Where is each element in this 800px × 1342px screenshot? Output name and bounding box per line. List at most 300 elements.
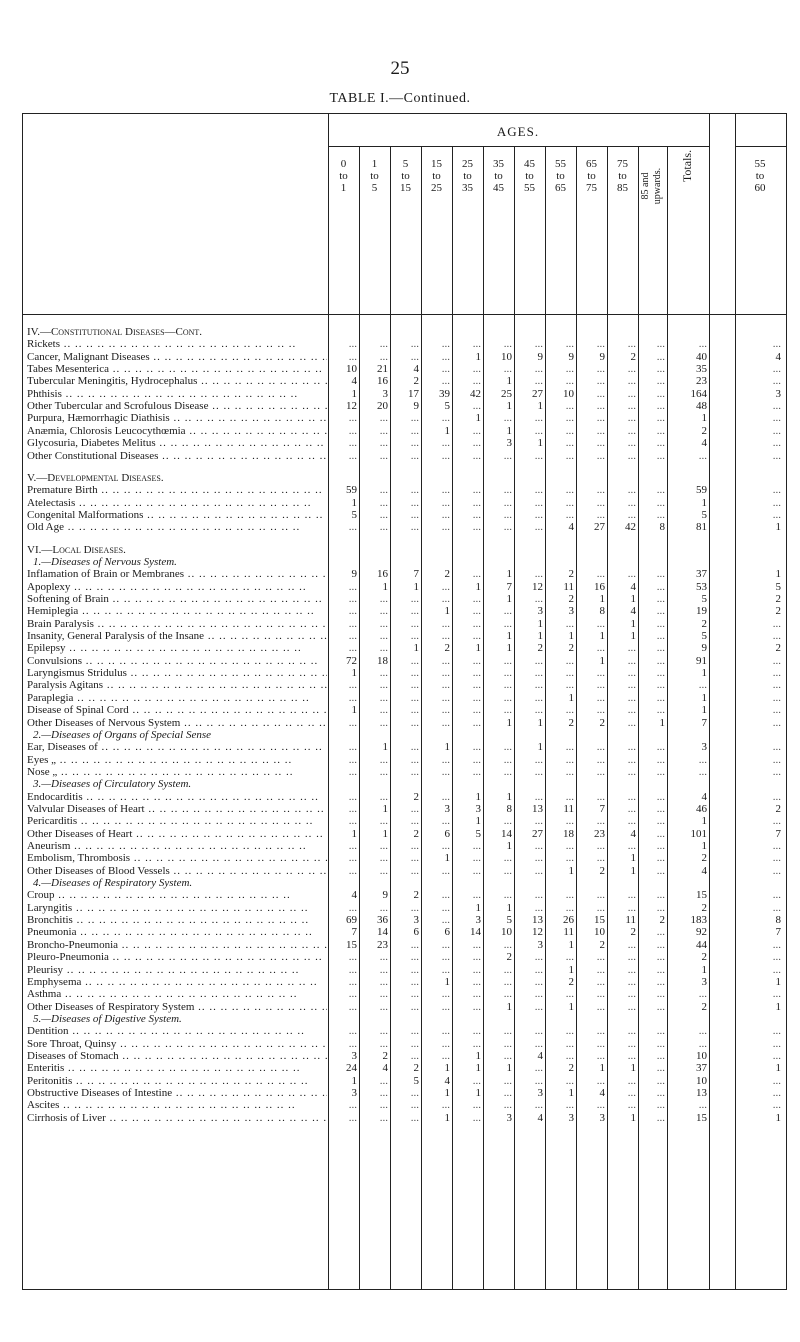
table-cell: ... [596, 889, 605, 902]
table-cell: ... [627, 1074, 636, 1087]
table-cell: 1 [537, 630, 543, 643]
table-cell: ... [410, 630, 419, 643]
table-cell: ... [472, 716, 481, 729]
table-cell: ... [772, 1049, 781, 1062]
table-cell: ... [534, 654, 543, 667]
table-cell: ... [565, 363, 574, 376]
table-cell: ... [410, 938, 419, 951]
table-cell: ... [627, 840, 636, 852]
table-cell: 1 [568, 1000, 574, 1013]
row-label: Endocarditis .. .. [27, 791, 327, 803]
row-label: Inflamation of Brain or Membranes .. .. [27, 568, 327, 580]
table-cell: ... [379, 484, 388, 497]
row-label: Eyes „ .. .. [27, 754, 327, 766]
ages-header: AGES. [496, 124, 540, 139]
table-cell: 2 [701, 1000, 707, 1013]
table-cell: ... [596, 951, 605, 964]
column-rule [421, 146, 422, 1289]
table-cell: ... [596, 363, 605, 376]
table-cell: ... [410, 1087, 419, 1099]
table-cell: 9 [701, 642, 707, 655]
table-cell: 2 [568, 568, 574, 581]
table-row [23, 679, 786, 691]
table-cell: 4 [444, 1074, 450, 1087]
row-label: Sore Throat, Quinsy .. .. [27, 1038, 327, 1050]
table-cell: ... [627, 988, 636, 1001]
table-cell: ... [596, 741, 605, 754]
table-cell: ... [656, 424, 665, 437]
table-cell: 1 [775, 521, 781, 534]
table-cell: 5 [351, 508, 357, 521]
table-cell: 7 [775, 926, 781, 939]
table-cell: ... [772, 852, 781, 865]
column-rule [709, 114, 710, 1289]
table-cell: ... [656, 642, 665, 655]
table-cell: 15 [696, 1111, 707, 1124]
table-cell: 8 [599, 605, 605, 618]
table-cell: 1 [568, 864, 574, 877]
table-cell: ... [565, 449, 574, 462]
table-cell: ... [656, 815, 665, 828]
subsection-heading-row [23, 729, 786, 741]
table-cell: 4 [701, 864, 707, 877]
table-cell: 5 [701, 593, 707, 605]
table-cell: ... [472, 375, 481, 388]
table-cell: ... [472, 1099, 481, 1112]
table-cell: ... [534, 1025, 543, 1038]
table-cell: ... [596, 975, 605, 988]
table-cell: ... [596, 815, 605, 828]
table-cell: 39 [439, 387, 450, 400]
row-label: Enteritis .. .. [27, 1062, 327, 1074]
table-cell: 92 [696, 926, 707, 939]
table-cell: 23 [594, 827, 605, 840]
table-cell: 1 [475, 1062, 481, 1075]
table-cell: ... [627, 1049, 636, 1062]
table-row [23, 400, 786, 412]
table-cell: ... [410, 988, 419, 1001]
table-row [23, 667, 786, 679]
row-label: Laryngismus Stridulus .. .. [27, 667, 327, 679]
table-cell: 1 [775, 1000, 781, 1013]
row-label: 1.—Diseases of Nervous System. [33, 555, 177, 568]
table-cell: 2 [413, 1062, 419, 1075]
table-cell: 2 [599, 938, 605, 951]
row-label: Ascites .. .. [27, 1099, 327, 1111]
table-cell: 1 [775, 1111, 781, 1124]
row-label: IV.—Constitutional Diseases—Cont. [27, 326, 203, 338]
table-cell: 1 [351, 827, 357, 840]
table-cell: 4 [701, 437, 707, 450]
table-cell: 59 [346, 484, 357, 497]
table-cell: ... [627, 400, 636, 413]
table-cell: 6 [444, 827, 450, 840]
row-label: Emphysema .. .. [27, 976, 327, 988]
table-cell: ... [472, 852, 481, 865]
row-label: Disease of Spinal Cord .. .. [27, 704, 327, 716]
table-cell: 2 [444, 642, 450, 655]
age-group-header: 15 to 25 [431, 158, 442, 194]
age-group-header: 65 to 75 [586, 158, 597, 194]
table-cell: ... [534, 963, 543, 976]
row-label: Anæmia, Chlorosis Leucocythœmia .. .. [27, 425, 327, 437]
table-cell: ... [503, 704, 512, 717]
table-cell: ... [596, 704, 605, 717]
row-label: Convulsions .. .. [27, 655, 327, 667]
table-cell: ... [627, 412, 636, 425]
table-cell: ... [503, 975, 512, 988]
table-row [23, 1087, 786, 1099]
row-label: Pleurisy .. .. [27, 964, 327, 976]
table-cell: ... [772, 938, 781, 951]
table-cell: ... [534, 691, 543, 704]
table-cell: ... [348, 852, 357, 865]
table-cell: 11 [563, 580, 574, 593]
table-row [23, 509, 786, 521]
table-cell: ... [656, 852, 665, 865]
table-cell: ... [534, 815, 543, 828]
table-cell: ... [472, 593, 481, 605]
table-cell: ... [656, 363, 665, 376]
table-cell: ... [772, 741, 781, 754]
table-cell: ... [410, 963, 419, 976]
table-cell: ... [348, 424, 357, 437]
table-cell: ... [596, 1037, 605, 1050]
table-cell: 27 [532, 387, 543, 400]
table-cell: ... [348, 630, 357, 643]
table-cell: ... [379, 593, 388, 605]
table-cell: ... [772, 484, 781, 497]
table-cell: 69 [346, 914, 357, 927]
table-cell: 3 [475, 914, 481, 927]
table-cell: ... [441, 449, 450, 462]
table-cell: 1 [444, 424, 450, 437]
table-cell: ... [441, 1049, 450, 1062]
table-cell: 1 [506, 1000, 512, 1013]
table-cell: ... [441, 914, 450, 927]
table-cell: ... [627, 963, 636, 976]
row-label: Ear, Diseases of .. .. [27, 741, 327, 753]
table-cell: ... [441, 630, 450, 643]
table-cell: 6 [444, 926, 450, 939]
row-label: Obstructive Diseases of Intestine .. .. [27, 1087, 327, 1099]
row-label: Rickets .. .. [27, 338, 327, 350]
table-cell: ... [348, 815, 357, 828]
table-cell: 1 [630, 852, 636, 865]
column-rule [483, 146, 484, 1289]
table-cell: 2 [382, 1049, 388, 1062]
table-row [23, 852, 786, 864]
table-cell: ... [772, 988, 781, 1001]
row-label: Other Diseases of Blood Vessels .. .. [27, 865, 327, 877]
table-cell: ... [410, 852, 419, 865]
table-cell: 1 [775, 568, 781, 581]
table-cell: 1 [701, 667, 707, 680]
table-cell: ... [772, 1025, 781, 1038]
table-cell: ... [596, 338, 605, 351]
table-cell: 2 [701, 901, 707, 914]
table-cell: ... [565, 901, 574, 914]
table-cell: ... [348, 840, 357, 852]
table-cell: 1 [568, 630, 574, 643]
table-cell: ... [656, 901, 665, 914]
table-cell: 6 [413, 926, 419, 939]
table-cell: 1 [599, 593, 605, 605]
table-cell: ... [441, 1037, 450, 1050]
table-cell: ... [698, 765, 707, 778]
table-cell: ... [534, 449, 543, 462]
table-cell: 1 [537, 400, 543, 413]
table-cell: ... [441, 375, 450, 388]
table-cell: ... [379, 1074, 388, 1087]
table-cell: 1 [701, 840, 707, 852]
table-cell: ... [596, 753, 605, 766]
table-cell: 1 [537, 437, 543, 450]
table-cell: 9 [599, 350, 605, 363]
table-row [23, 450, 786, 462]
table-cell: ... [772, 667, 781, 680]
table-row [23, 914, 786, 926]
column-rule [735, 114, 736, 1289]
table-cell: ... [410, 521, 419, 534]
row-label: Pneumonia .. .. [27, 926, 327, 938]
table-cell: ... [503, 765, 512, 778]
column-rule [452, 146, 453, 1289]
table-cell: ... [441, 691, 450, 704]
table-cell: ... [472, 691, 481, 704]
row-label: Other Diseases of Nervous System .. .. [27, 717, 327, 729]
table-cell: ... [441, 412, 450, 425]
table-cell: ... [348, 350, 357, 363]
table-cell: ... [410, 605, 419, 618]
table-cell: 1 [382, 580, 388, 593]
page-number: 25 [390, 58, 410, 79]
table-cell: ... [656, 691, 665, 704]
table-cell: 1 [475, 1049, 481, 1062]
table-cell: ... [472, 864, 481, 877]
table-cell: 1 [506, 375, 512, 388]
table-cell: 1 [475, 1087, 481, 1099]
table-cell: 1 [351, 667, 357, 680]
column-rule [359, 146, 360, 1289]
table-cell: ... [772, 704, 781, 717]
table-cell: 21 [377, 363, 388, 376]
table-cell: 26 [563, 914, 574, 927]
table-cell: ... [348, 1111, 357, 1124]
table-cell: ... [596, 424, 605, 437]
table-cell: 11 [563, 802, 574, 815]
table-cell: ... [596, 679, 605, 692]
table-cell: 2 [701, 951, 707, 964]
column-rule [514, 146, 515, 1289]
table-cell: ... [410, 901, 419, 914]
table-row [23, 593, 786, 605]
table-cell: 3 [382, 387, 388, 400]
table-cell: 2 [701, 424, 707, 437]
table-row [23, 692, 786, 704]
table-cell: 23 [377, 938, 388, 951]
table-cell: ... [627, 951, 636, 964]
table-cell: ... [379, 617, 388, 630]
table-cell: ... [410, 508, 419, 521]
table-cell: ... [627, 449, 636, 462]
row-label: Peritonitis .. .. [27, 1075, 327, 1087]
table-cell: ... [503, 617, 512, 630]
table-cell: ... [379, 605, 388, 618]
section-heading-row [23, 472, 786, 484]
table-row [23, 704, 786, 716]
table-cell: ... [534, 889, 543, 902]
table-cell: ... [410, 716, 419, 729]
table-cell: ... [379, 852, 388, 865]
row-label: Brain Paralysis .. .. [27, 618, 327, 630]
table-cell: 2 [659, 914, 665, 927]
table-cell: ... [772, 508, 781, 521]
table-cell: ... [503, 963, 512, 976]
table-cell: ... [441, 679, 450, 692]
table-cell: 1 [444, 741, 450, 754]
table-cell: 5 [413, 1074, 419, 1087]
table-cell: ... [534, 338, 543, 351]
row-label: Cancer, Malignant Diseases .. .. [27, 351, 327, 363]
table-cell: ... [503, 496, 512, 509]
table-cell: ... [348, 716, 357, 729]
table-cell: ... [503, 605, 512, 618]
table-cell: 16 [377, 568, 388, 581]
table-cell: ... [348, 412, 357, 425]
table-row [23, 828, 786, 840]
table-cell: 1 [475, 790, 481, 803]
table-cell: 2 [775, 642, 781, 655]
table-cell: ... [534, 484, 543, 497]
table-cell: ... [472, 400, 481, 413]
table-cell: 2 [568, 593, 574, 605]
row-label: Softening of Brain .. .. [27, 593, 327, 605]
table-cell: ... [503, 1049, 512, 1062]
table-cell: 12 [532, 580, 543, 593]
table-cell: ... [772, 1099, 781, 1112]
table-cell: ... [698, 679, 707, 692]
table-cell: ... [534, 852, 543, 865]
table-cell: 1 [444, 1087, 450, 1099]
table-cell: ... [503, 864, 512, 877]
table-cell: ... [534, 363, 543, 376]
table-cell: ... [441, 484, 450, 497]
table-cell: 2 [568, 642, 574, 655]
row-label: Insanity, General Paralysis of the Insane .. .. [27, 630, 327, 642]
table-cell: 1 [382, 827, 388, 840]
table-cell: ... [379, 1000, 388, 1013]
table-cell: 1 [630, 1111, 636, 1124]
table-cell: ... [627, 375, 636, 388]
table-cell: ... [565, 1037, 574, 1050]
table-cell: 7 [599, 802, 605, 815]
table-cell: 37 [696, 1062, 707, 1075]
table-cell: ... [627, 508, 636, 521]
table-cell: ... [534, 753, 543, 766]
table-cell: ... [627, 704, 636, 717]
table-cell: ... [472, 568, 481, 581]
table-cell: ... [379, 1037, 388, 1050]
table-cell: ... [503, 449, 512, 462]
table-cell: ... [627, 1000, 636, 1013]
table-cell: 15 [346, 938, 357, 951]
table-row [23, 375, 786, 387]
table-cell: 1 [475, 901, 481, 914]
table-cell: ... [596, 1000, 605, 1013]
table-cell: ... [627, 437, 636, 450]
table-cell: 9 [568, 350, 574, 363]
table-cell: 23 [696, 375, 707, 388]
table-cell: 1 [506, 1062, 512, 1075]
table-cell: 4 [775, 350, 781, 363]
table-cell: ... [772, 790, 781, 803]
table-cell: ... [472, 363, 481, 376]
table-row [23, 741, 786, 753]
row-label: Bronchitis .. .. [27, 914, 327, 926]
table-cell: ... [627, 938, 636, 951]
table-cell: 12 [532, 926, 543, 939]
table-cell: ... [534, 496, 543, 509]
table-cell: 4 [630, 605, 636, 618]
table-cell: 1 [599, 1062, 605, 1075]
table-cell: ... [565, 790, 574, 803]
table-cell: ... [772, 449, 781, 462]
table-cell: ... [565, 765, 574, 778]
table-cell: ... [565, 508, 574, 521]
table-cell: 24 [346, 1062, 357, 1075]
table-cell: 1 [506, 642, 512, 655]
table-cell: 42 [470, 387, 481, 400]
table-row [23, 902, 786, 914]
table-cell: ... [627, 338, 636, 351]
table-row [23, 437, 786, 449]
table-cell: 72 [346, 654, 357, 667]
subsection-heading-row [23, 1013, 786, 1025]
table-cell: ... [441, 496, 450, 509]
table-row [23, 1025, 786, 1037]
table-cell: ... [472, 605, 481, 618]
table-cell: ... [627, 889, 636, 902]
table-cell: ... [379, 963, 388, 976]
age-group-header: 1 to 5 [370, 158, 379, 194]
table-cell: 2 [568, 975, 574, 988]
table-row [23, 791, 786, 803]
table-cell: 1 [351, 1074, 357, 1087]
table-cell: 27 [532, 827, 543, 840]
table-cell: 4 [537, 1111, 543, 1124]
table-cell: 1 [351, 704, 357, 717]
table-cell: ... [410, 484, 419, 497]
table-cell: ... [627, 1025, 636, 1038]
table-cell: 36 [377, 914, 388, 927]
table-cell: 1 [444, 975, 450, 988]
table-cell: ... [472, 988, 481, 1001]
row-label: Old Age .. .. [27, 521, 327, 533]
table-cell: ... [348, 741, 357, 754]
table-cell: ... [441, 350, 450, 363]
row-label: Atelectasis .. .. [27, 497, 327, 509]
row-label: Valvular Diseases of Heart .. .. [27, 803, 327, 815]
table-cell: 8 [659, 521, 665, 534]
table-cell: ... [565, 741, 574, 754]
table-cell: 3 [413, 914, 419, 927]
table-cell: 4 [537, 1049, 543, 1062]
table-cell: 1 [506, 840, 512, 852]
table-cell: 1 [413, 642, 419, 655]
subsection-heading-row [23, 877, 786, 889]
table-cell: ... [503, 679, 512, 692]
